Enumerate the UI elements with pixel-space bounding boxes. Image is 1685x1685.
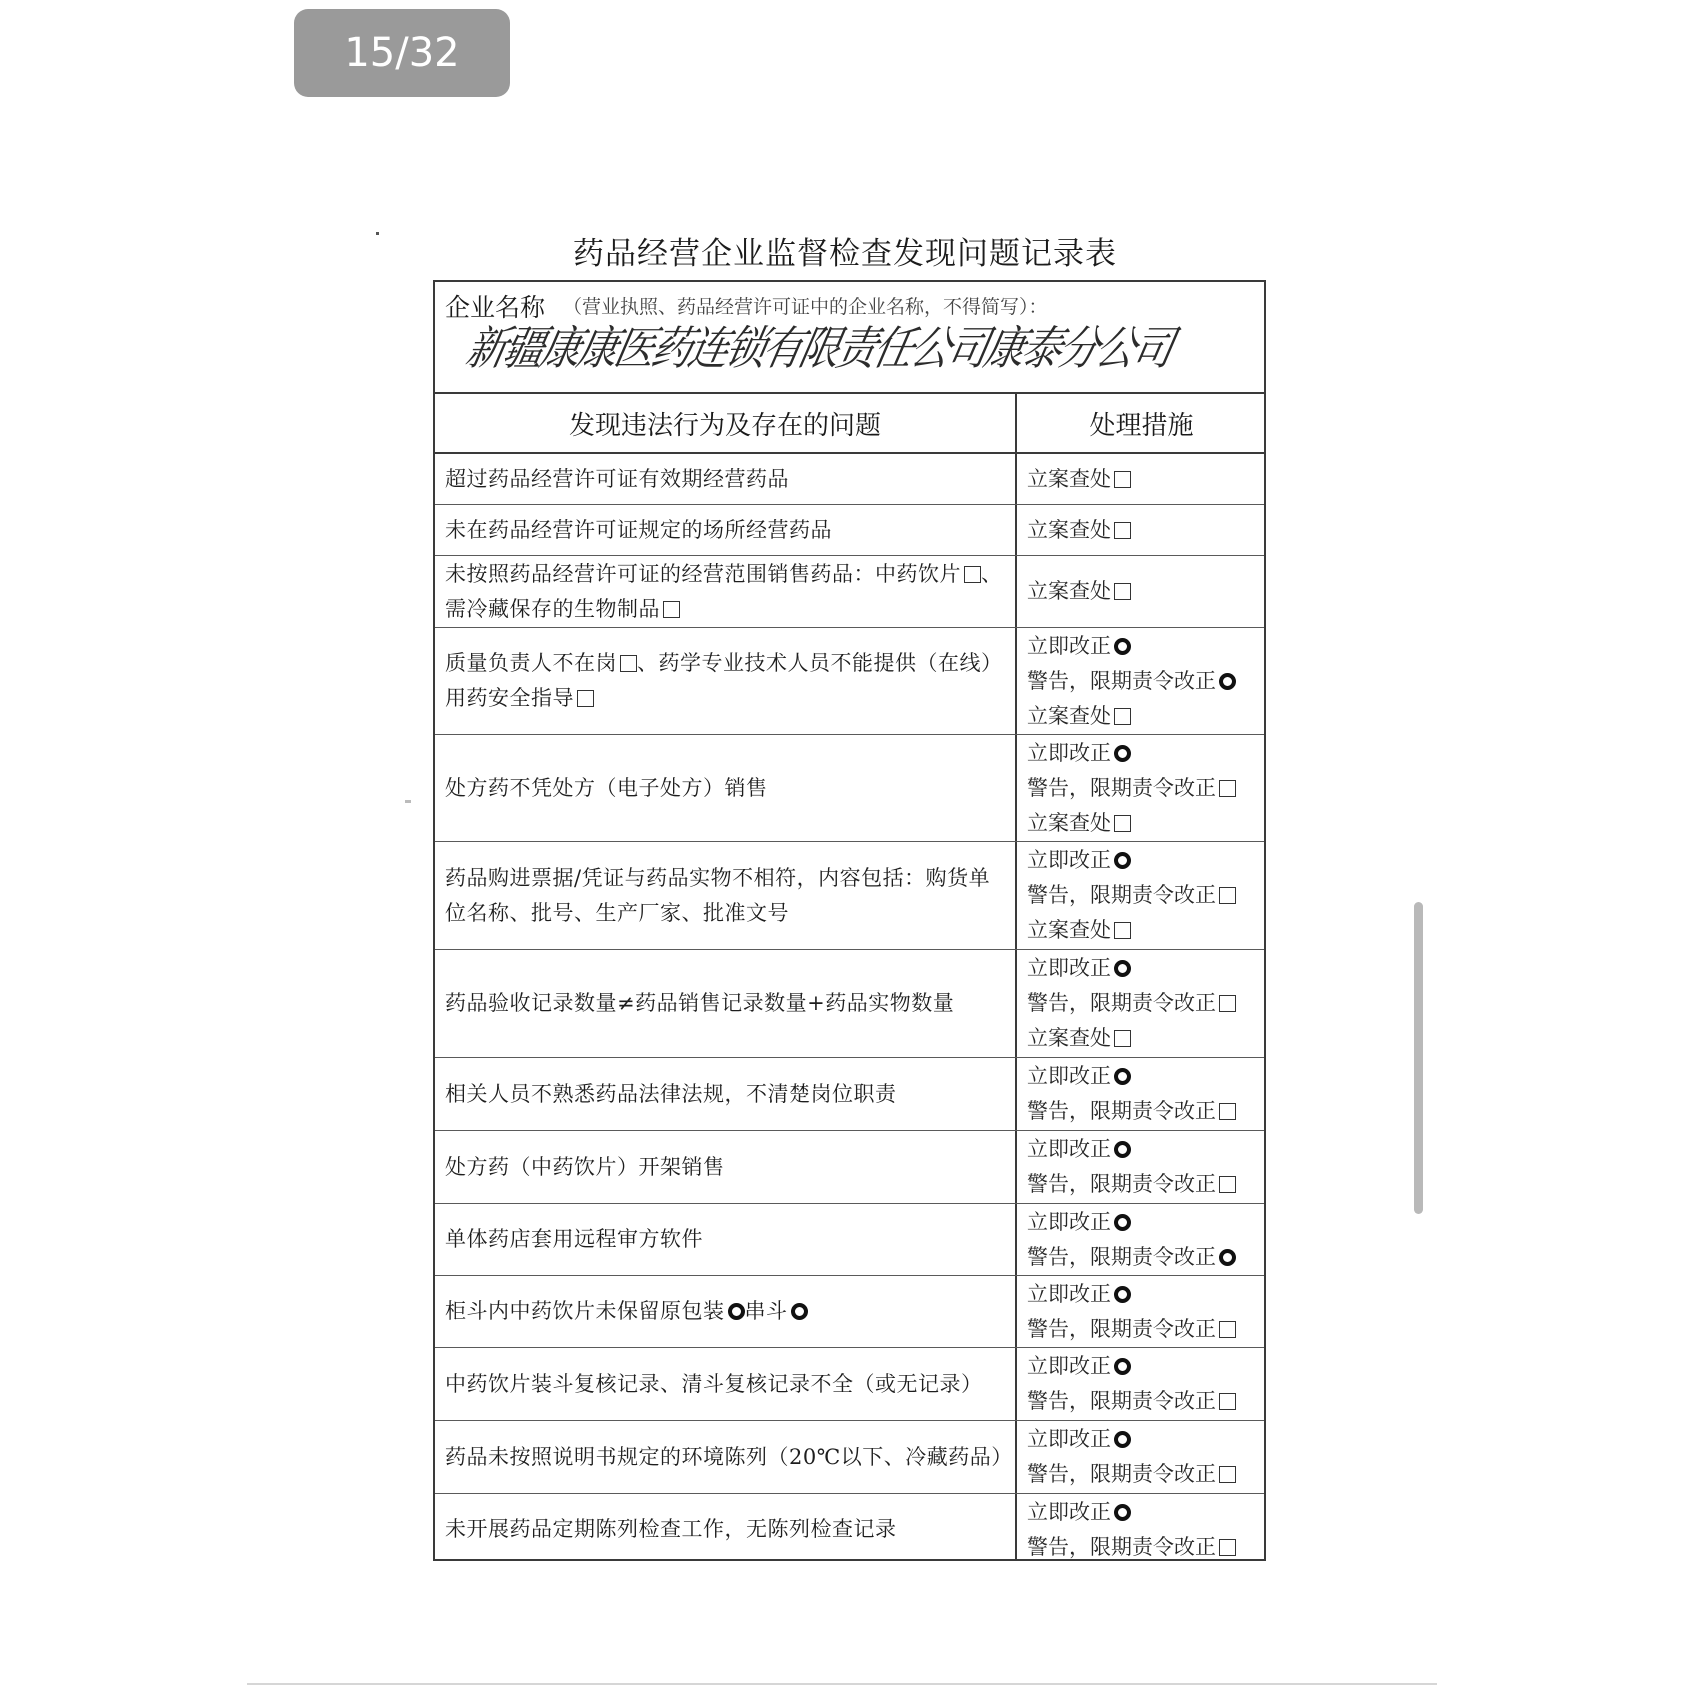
table-header [435,394,1264,454]
action-option[interactable] [1027,1495,1262,1530]
issue-text [445,1494,1005,1565]
action-option[interactable] [1027,878,1262,913]
checkbox-icon[interactable] [1219,1539,1236,1556]
action-label: 立案查处 [1027,703,1111,728]
table-row [435,1204,1264,1276]
table-row [435,1131,1264,1204]
scan-speck [405,800,411,803]
table-body [435,454,1264,1565]
issue-text [445,454,1005,504]
action-label: 立即改正 [1027,1064,1111,1088]
checkbox-icon[interactable] [1114,708,1131,725]
table-row [435,505,1264,556]
action-label: 警告，限期责令改正 [1027,1462,1216,1486]
checked-circle-icon[interactable] [1114,1504,1131,1521]
issue-segment: 质量负责人不在岗 [445,651,617,675]
table-row [435,1058,1264,1131]
issue-text [445,1204,1005,1275]
company-label: 企业名称 [445,293,546,322]
issue-content: 相关人员不熟悉药品法律法规，不清楚岗位职责 [445,1081,897,1106]
action-option[interactable] [1027,574,1262,609]
table-row [435,628,1264,735]
action-option[interactable] [1027,1240,1262,1275]
checkbox-icon[interactable] [1114,522,1131,539]
issue-text [445,556,1005,627]
issue-text [445,1276,1005,1347]
checkbox-icon[interactable] [1114,815,1131,832]
action-option[interactable] [1027,1132,1262,1167]
issue-text [445,1348,1005,1420]
action-option[interactable] [1027,1422,1262,1457]
action-option[interactable] [1027,913,1262,948]
action-options [1027,1058,1262,1130]
issue-segment: 串斗 [744,1299,788,1323]
checkbox-icon[interactable] [1219,887,1236,904]
action-label: 立案查处 [1027,810,1111,835]
issue-text [445,1421,1013,1493]
action-option[interactable] [1027,1205,1262,1240]
action-option[interactable] [1027,951,1262,986]
action-option[interactable] [1027,1312,1262,1347]
checked-circle-icon[interactable] [1114,1068,1131,1085]
action-option[interactable] [1027,1530,1262,1565]
action-label: 立案查处 [1027,918,1111,942]
issue-content [445,557,1005,627]
table-row [435,735,1264,842]
scan-speck [376,232,379,235]
checkbox-icon[interactable] [577,690,594,707]
action-label: 立案查处 [1027,1026,1111,1050]
issue-text [445,628,1005,734]
issue-text [445,1058,1005,1130]
action-label: 立即改正 [1027,1427,1111,1451]
document-title: 药品经营企业监督检查发现问题记录表 [573,236,1117,272]
action-option[interactable] [1027,736,1262,771]
checkbox-icon[interactable] [964,566,981,583]
company-section [435,282,1264,394]
table-row [435,1494,1264,1565]
checked-circle-icon[interactable] [1114,1431,1131,1448]
table-row [435,1348,1264,1421]
issue-content: 单体药店套用远程审方软件 [445,1227,703,1251]
action-option[interactable] [1027,1277,1262,1312]
issue-content [445,646,1005,716]
checkbox-icon[interactable] [1114,922,1131,939]
checked-circle-icon[interactable] [1114,745,1131,762]
action-options [1027,505,1262,555]
checked-circle-icon[interactable] [1219,1249,1236,1266]
checked-circle-icon[interactable] [1114,852,1131,869]
issue-segment: 、需冷藏保存的生物制品 [445,561,1003,621]
action-options [1027,1204,1262,1275]
checked-circle-icon[interactable] [1114,1214,1131,1231]
action-label: 立即改正 [1027,1499,1111,1524]
checked-circle-icon[interactable] [1219,673,1236,690]
action-options [1027,454,1262,504]
checked-circle-icon[interactable] [1114,1141,1131,1158]
checkbox-icon[interactable] [663,601,680,618]
action-label: 立即改正 [1027,633,1111,658]
issue-content: 未在药品经营许可证规定的场所经营药品 [445,517,832,542]
checkbox-icon[interactable] [1219,1103,1236,1120]
action-label: 警告，限期责令改正 [1027,1244,1216,1269]
table-row [435,454,1264,505]
checked-circle-icon[interactable] [728,1303,745,1320]
checkbox-icon[interactable] [1219,780,1236,797]
action-option[interactable] [1027,699,1262,734]
table-row [435,1276,1264,1348]
action-label: 警告，限期责令改正 [1027,775,1216,800]
action-option[interactable] [1027,462,1262,497]
checkbox-icon[interactable] [1219,1393,1236,1410]
action-label: 立即改正 [1027,1281,1111,1306]
action-options [1027,1494,1262,1565]
action-label: 警告，限期责令改正 [1027,1316,1216,1341]
action-option[interactable] [1027,629,1262,664]
checked-circle-icon[interactable] [1114,638,1131,655]
action-option[interactable] [1027,986,1262,1021]
checked-circle-icon[interactable] [1114,960,1131,977]
inspection-form [433,280,1266,1561]
issue-content: 未开展药品定期陈列检查工作，无陈列检查记录 [445,1517,897,1541]
checkbox-icon[interactable] [1219,1176,1236,1193]
action-label: 立案查处 [1027,579,1111,603]
action-option[interactable] [1027,843,1262,878]
action-label: 立案查处 [1027,517,1111,542]
action-label: 警告，限期责令改正 [1027,1534,1216,1559]
action-option[interactable] [1027,1059,1262,1094]
header-action: 处理措施 [1089,410,1194,441]
issue-content: 药品验收记录数量≠药品销售记录数量+药品实物数量 [445,991,955,1015]
action-options [1027,556,1262,627]
action-label: 立即改正 [1027,1209,1111,1234]
table-row [435,842,1264,950]
company-note: （营业执照、药品经营许可证中的企业名称，不得简写）： [563,296,1048,318]
action-label: 立案查处 [1027,466,1111,491]
issue-content: 超过药品经营许可证有效期经营药品 [445,466,789,491]
issue-content [445,1294,808,1329]
action-label: 立即改正 [1027,1354,1111,1378]
table-row [435,556,1264,628]
action-options [1027,842,1262,949]
action-label: 警告，限期责令改正 [1027,668,1216,693]
action-label: 警告，限期责令改正 [1027,1172,1216,1196]
handwritten-company-name: 新疆康康医药连锁有限责任公司康泰分公司 [461,322,1176,376]
action-options [1027,1276,1262,1347]
scrollbar[interactable] [1414,902,1423,1214]
action-option[interactable] [1027,1167,1262,1202]
checkbox-icon[interactable] [1219,995,1236,1012]
action-options [1027,628,1262,734]
action-options [1027,950,1262,1057]
action-label: 立即改正 [1027,848,1111,872]
checked-circle-icon[interactable] [1114,1286,1131,1303]
issue-text [445,950,1005,1057]
action-option[interactable] [1027,1457,1262,1492]
issue-segment: 未按照药品经营许可证的经营范围销售药品：中药饮片 [445,561,961,586]
action-options [1027,1348,1262,1420]
checkbox-icon[interactable] [620,655,637,672]
action-option[interactable] [1027,1094,1262,1129]
action-options [1027,1421,1262,1493]
action-option[interactable] [1027,1021,1262,1056]
action-option[interactable] [1027,664,1262,699]
action-option[interactable] [1027,771,1262,806]
issue-content: 处方药（中药饮片）开架销售 [445,1154,725,1179]
action-label: 警告，限期责令改正 [1027,991,1216,1015]
issue-content: 处方药不凭处方（电子处方）销售 [445,775,768,800]
checkbox-icon[interactable] [1219,1321,1236,1338]
table-row [435,1421,1264,1494]
action-label: 立即改正 [1027,1137,1111,1161]
action-option[interactable] [1027,806,1262,841]
action-option[interactable] [1027,1349,1262,1384]
issue-text [445,842,1005,949]
action-label: 警告，限期责令改正 [1027,1099,1216,1123]
issue-text [445,735,1005,841]
action-options [1027,735,1262,841]
issue-content: 中药饮片装斗复核记录、清斗复核记录不全（或无记录） [445,1371,983,1396]
action-label: 警告，限期责令改正 [1027,883,1216,907]
issue-text [445,505,1005,555]
action-options [1027,1131,1262,1203]
header-issue: 发现违法行为及存在的问题 [568,410,881,441]
table-row [435,950,1264,1058]
checkbox-icon[interactable] [1114,1030,1131,1047]
issue-content: 药品购进票据/凭证与药品实物不相符，内容包括：购货单位名称、批号、生产厂家、批准文号 [445,865,991,925]
issue-segment: 柜斗内中药饮片未保留原包装 [445,1299,725,1323]
action-label: 立即改正 [1027,740,1111,765]
action-option[interactable] [1027,1384,1262,1419]
checked-circle-icon[interactable] [1114,1358,1131,1375]
checkbox-icon[interactable] [1114,471,1131,488]
checked-circle-icon[interactable] [791,1303,808,1320]
issue-content: 药品未按照说明书规定的环境陈列（20℃以下、冷藏药品） [445,1444,1013,1469]
checkbox-icon[interactable] [1219,1466,1236,1483]
action-option[interactable] [1027,513,1262,548]
action-label: 立即改正 [1027,956,1111,980]
issue-text [445,1131,1005,1203]
page-indicator: 15/32 [294,9,510,97]
issue-segment: 、药学专业技术人员不能提供（在线）用药安全指导 [445,651,1003,710]
checkbox-icon[interactable] [1114,583,1131,600]
action-label: 警告，限期责令改正 [1027,1389,1216,1413]
